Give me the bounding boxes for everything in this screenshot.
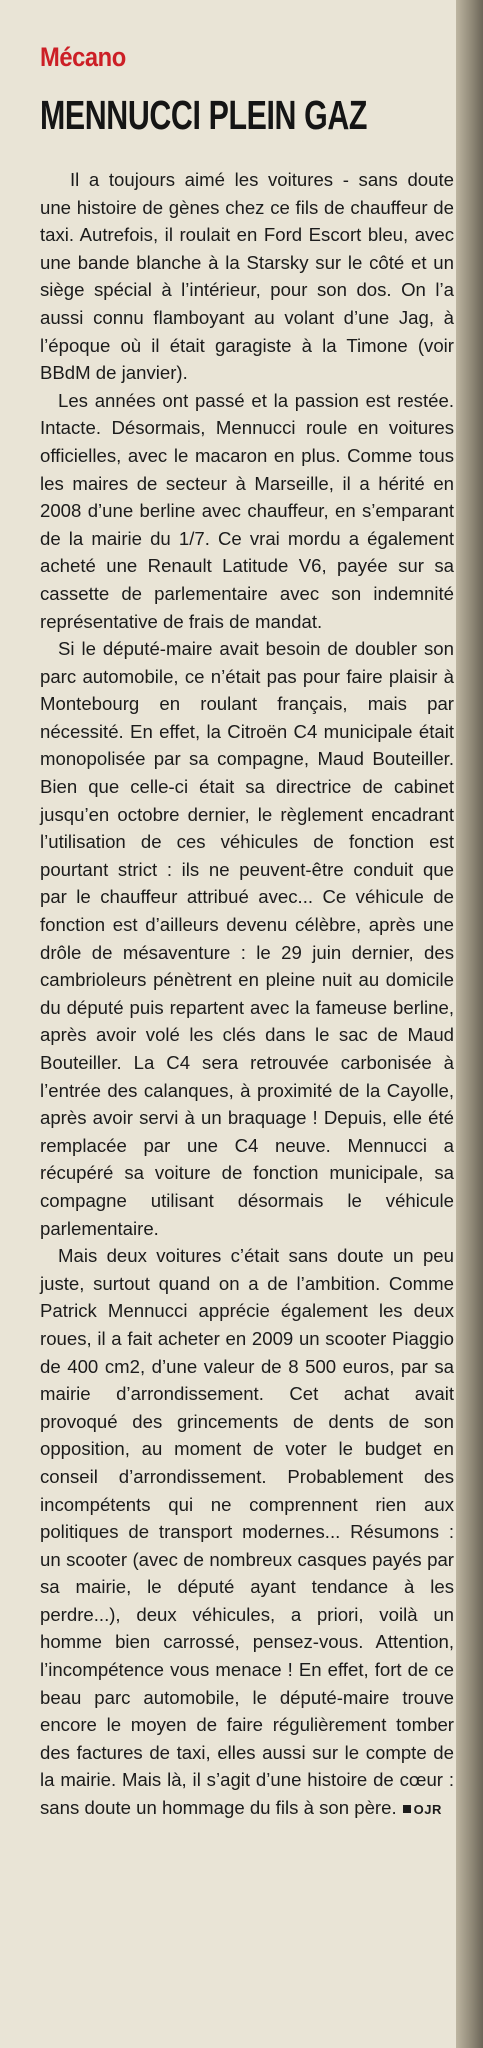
- article-body: [40, 166, 454, 1824]
- end-mark-square-icon: [403, 1805, 411, 1813]
- article-headline: MENNUCCI PLEIN GAZ: [40, 92, 368, 138]
- section-rubric: Mécano: [40, 42, 126, 72]
- article-paragraph-1: Il a toujours aimé les voitures - sans doute une histoire de gènes chez ce fils de chauffeur de taxi. Autrefois, il roulait en Ford Escort bleu, avec une bande blanche à la Starsky sur le côté et un siège spécial à l’intérieur, pour son dos. On l’a aussi connu flamboyant au volant d’une Jag, à l’époque où il était garagiste à la Timone (voir BBdM de janvier).: [40, 169, 454, 384]
- article-paragraph-3: Si le député-maire avait besoin de doubler son parc automobile, ce n’était pas pour faire plaisir à Montebourg en roulant français, mais par nécessité. En effet, la Citroën C4 municipale était monopolisée par sa compagne, Maud Bouteiller. Bien que celle-ci était sa directrice de cabinet jusqu’en octobre dernier, le règlement encadrant l’utilisation de ces véhicules de fonction est pourtant strict : ils ne peuvent-être conduit que par le chauffeur attribué avec... Ce véhicule de fonction est d’ailleurs devenu célèbre, après une drôle de mésaventure : le 29 juin dernier, des cambrioleurs pénètrent en pleine nuit au domicile du député puis repartent avec la fameuse berline, après avoir volé les clés dans le sac de Maud Bouteiller. La C4 sera retrouvée carbonisée à l’entrée des calanques, à proximité de la Cayolle, après avoir servi à un braquage ! Depuis, elle été remplacée par une C4 neuve. Mennucci a récupéré sa voiture de fonction municipale, sa compagne utilisant désormais le véhicule parlementaire.: [40, 638, 454, 1239]
- author-signature: OJR: [413, 1802, 442, 1818]
- page-gutter-shadow: [456, 0, 483, 2048]
- article-paragraph-2: Les années ont passé et la passion est restée. Intacte. Désormais, Mennucci roule en voitures officielles, avec le macaron en plus. Comme tous les maires de secteur à Marseille, il a hérité en 2008 d’une berline avec chauffeur, en s’emparant de la mairie du 1/7. Ce vrai mordu a également acheté une Renault Latitude V6, payée sur sa cassette de parlementaire avec son indemnité représentative de frais de mandat.: [40, 389, 454, 632]
- article-paragraph-4: [40, 1242, 454, 1823]
- article-paragraph-4-text: Mais deux voitures c’était sans doute un peu juste, surtout quand on a de l’ambition. Comme Patrick Mennucci apprécie également les deux roues, il a fait acheter en 2009 un scooter Piaggio de 400 cm2, d’une valeur de 8 500 euros, par sa mairie d’arrondissement. Cet achat avait provoqué des grincements de dents de son opposition, au moment de voter le budget en conseil d’arrondissement. Probablement des incompétents qui ne comprennent rien aux politiques de transport modernes... Résumons : un scooter (avec de nombreux casques payés par sa mairie, le député ayant tendance à les perdre...), deux véhicules, a priori, voilà un homme bien carrossé, pensez-vous. Attention, l’incompétence vous menace ! En effet, fort de ce beau parc automobile, le député-maire trouve encore le moyen de faire régulièrement tomber des factures de taxi, elles aussi sur le compte de la mairie. Mais là, il s’agit d’une histoire de cœur : sans doute un hommage du fils à son père.: [40, 1245, 454, 1819]
